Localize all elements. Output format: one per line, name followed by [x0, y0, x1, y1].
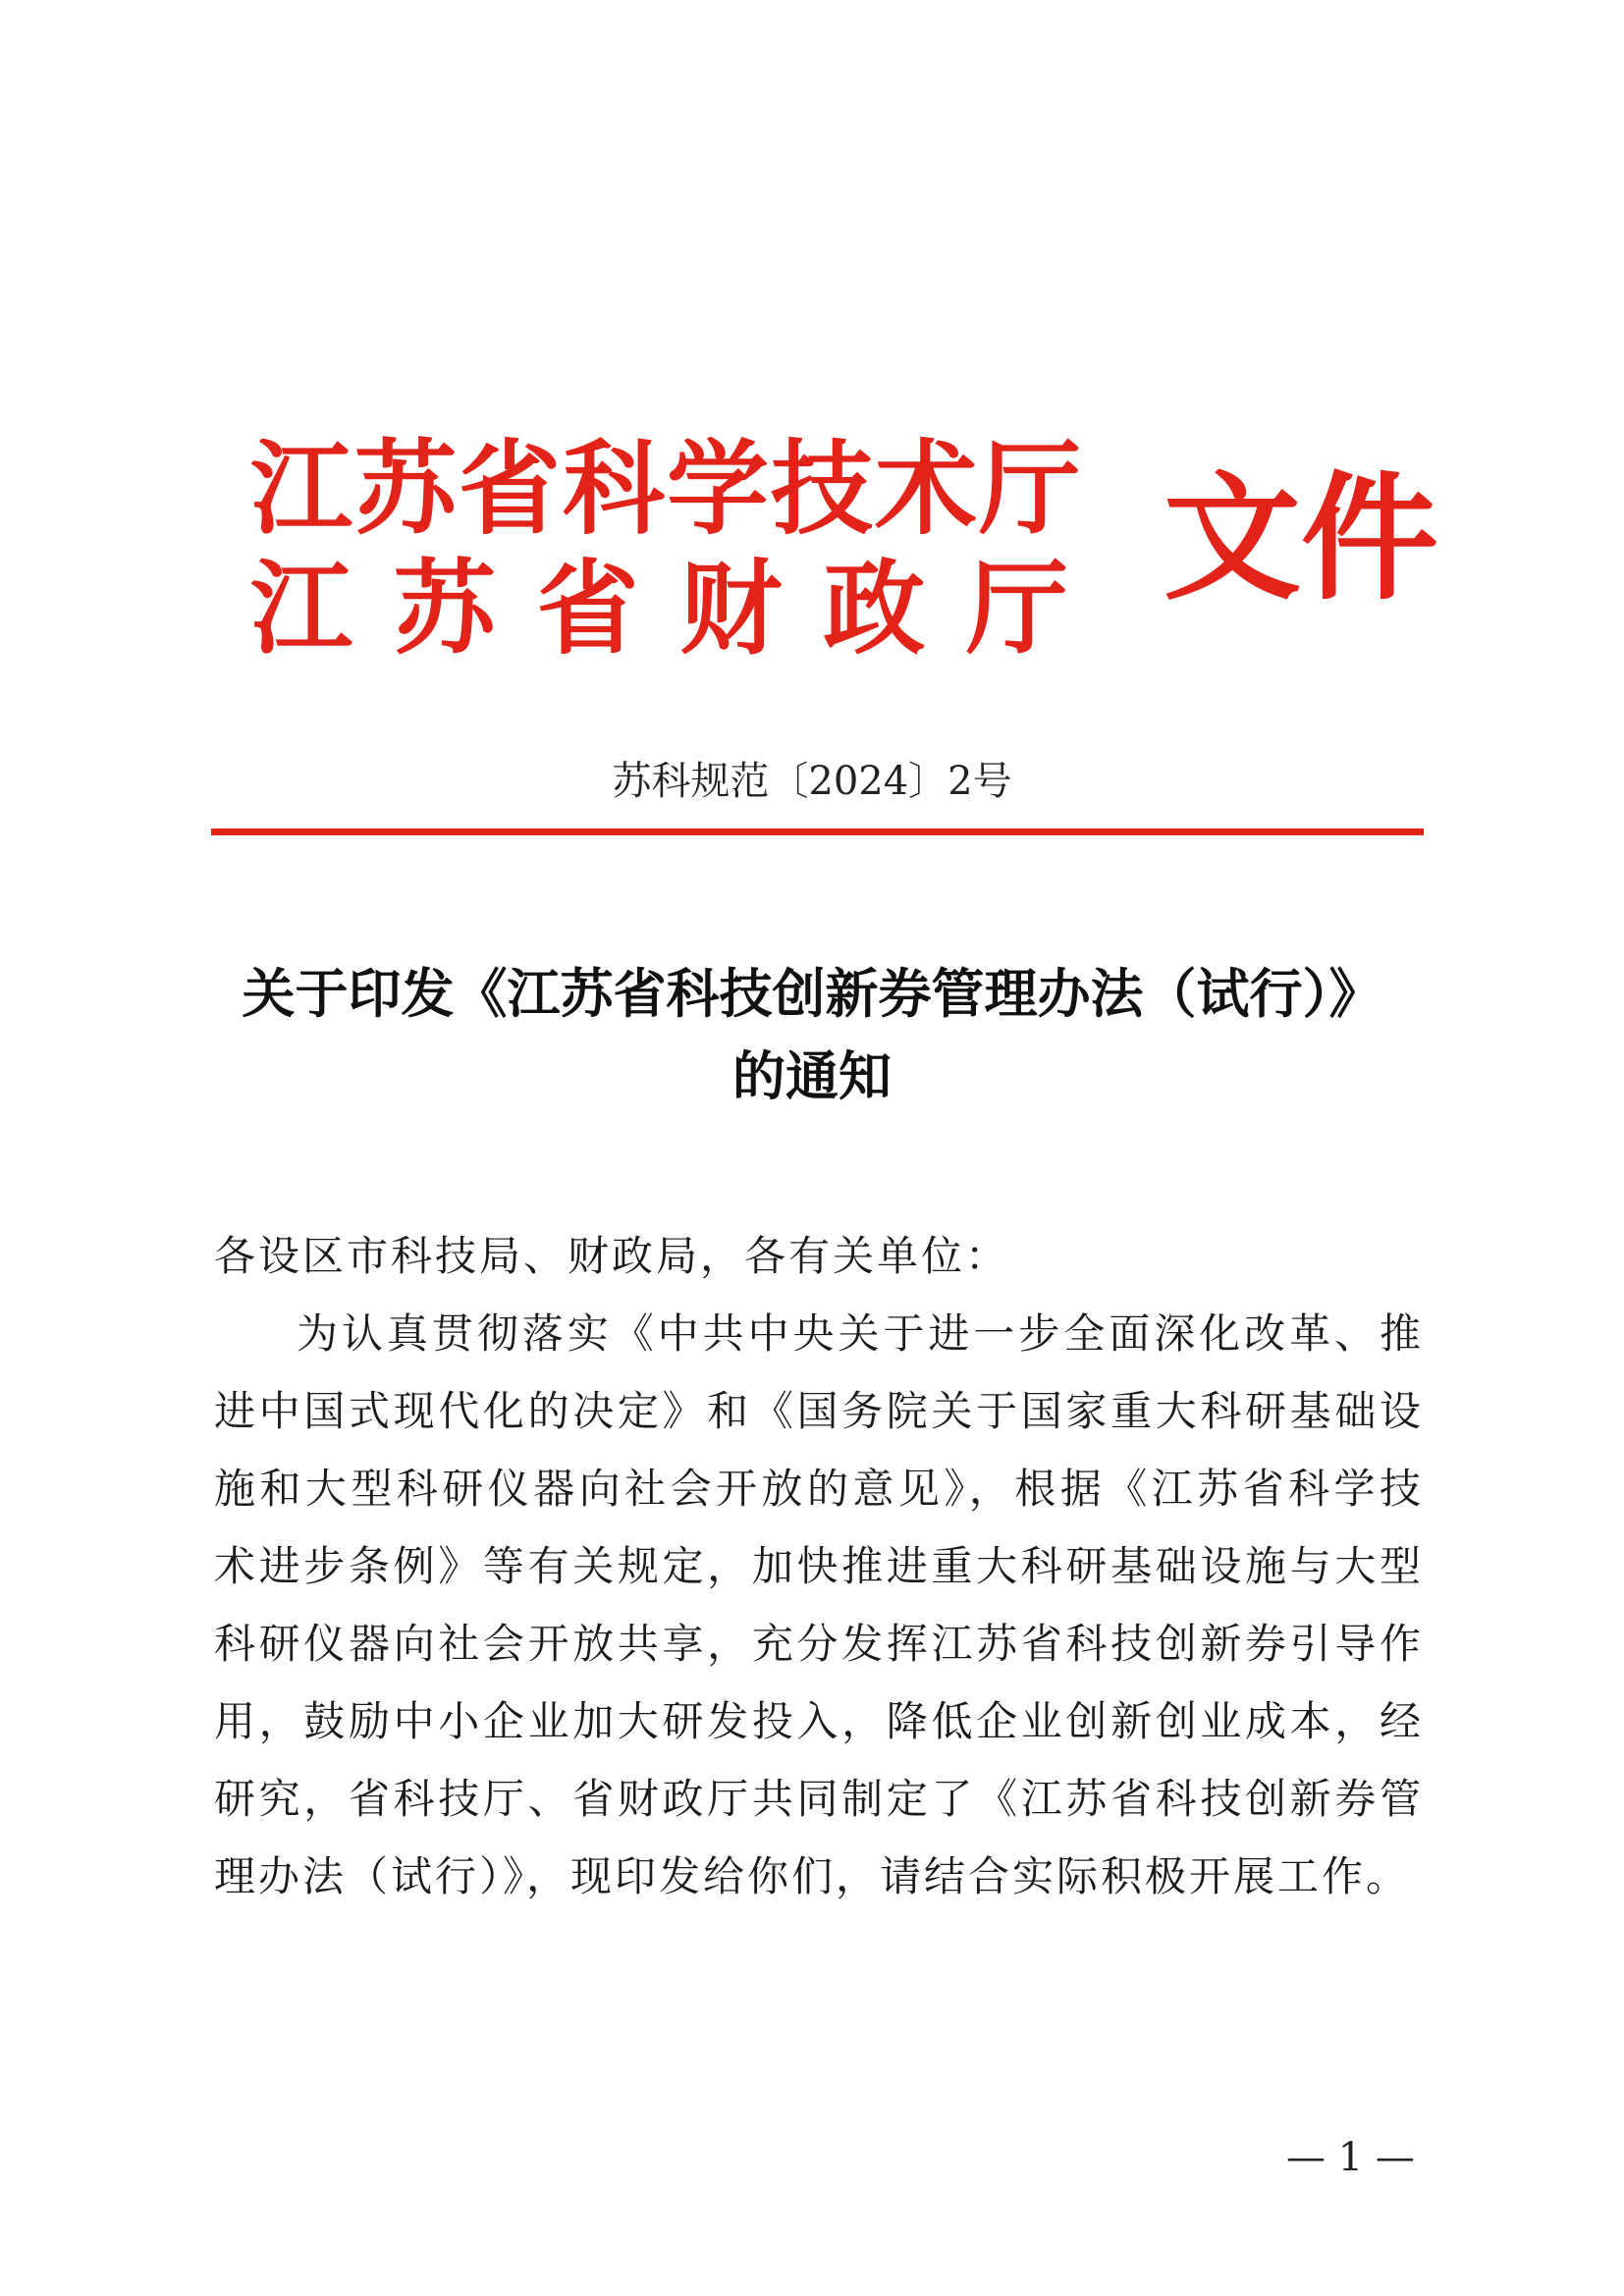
document-type-label: 文件 [1164, 459, 1439, 619]
issuer-line-2-char: 厅 [965, 549, 1070, 668]
page-number: — 1 — [1286, 2135, 1415, 2180]
red-divider-line [211, 828, 1424, 835]
document-body [214, 1217, 1424, 1915]
issuer-line-2 [250, 550, 1070, 667]
issuer-line-2-char: 省 [536, 549, 641, 668]
document-number: 苏科规范〔2024〕2号 [612, 759, 1012, 804]
issuer-line-2-char: 政 [823, 549, 928, 668]
document-title [0, 952, 1624, 1117]
title-line-2: 的通知 [732, 1044, 892, 1107]
body-paragraph: 为认真贯彻落实《中共中央关于进一步全面深化改革、推进中国式现代化的决定》和《国务院关于国家重大科研基础设施和大型科研仪器向社会开放的意见》，根据《江苏省科学技术进步条例》等有关规定，加快推进重大科研基础设施与大型科研仪器向社会开放共享，充分发挥江苏省科技创新券引导作用，鼓励中小企业加大研发投入，降低企业创新创业成本，经研究，省科技厅、省财政厅共同制定了《江苏省科技创新券管理办法（试行）》，现印发给你们，请结合实际积极开展工作。 [214, 1309, 1424, 1900]
issuer-line-2-char: 苏 [393, 549, 498, 668]
title-line-1: 关于印发《江苏省科技创新券管理办法（试行）》 [242, 962, 1382, 1025]
issuer-line-2-char: 江 [250, 549, 355, 668]
issuer-line-1: 江苏省科学技术厅 [250, 429, 1084, 549]
issuer-line-2-char: 财 [679, 549, 785, 668]
salutation: 各设区市科技局、财政局，各有关单位： [214, 1232, 1010, 1280]
